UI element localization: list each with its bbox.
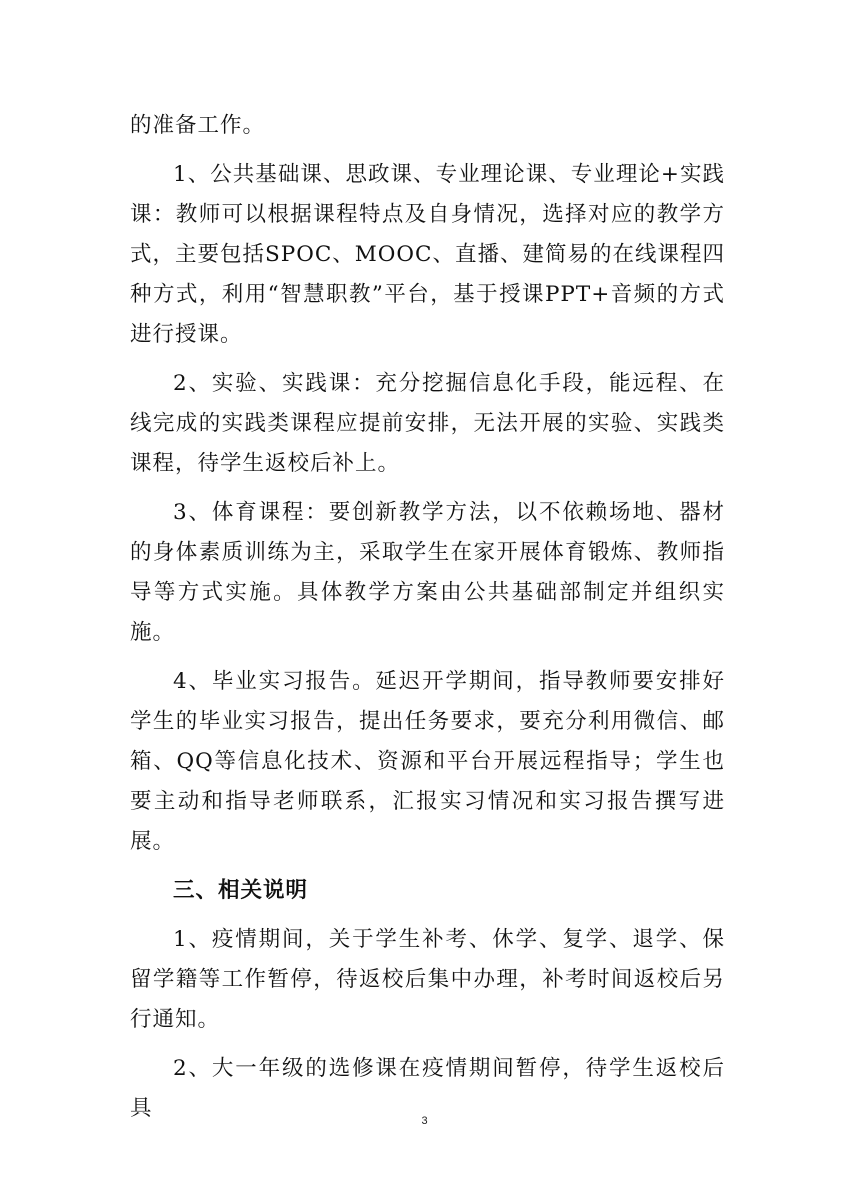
section-paragraph-2: 2、大一年级的选修课在疫情期间暂停，待学生返校后具 — [130, 1056, 725, 1121]
paragraph-item-1: 1、公共基础课、思政课、专业理论课、专业理论+实践课：教师可以根据课程特点及自身情况，选择对应的教学方式，主要包括SPOC、MOOC、直播、建简易的在线课程四种方式，利用“智慧职教”平台，基于授课PPT+音频的方式进行授课。 — [130, 162, 725, 347]
page-number: 3 — [421, 1115, 428, 1127]
paragraph-item-3: 3、体育课程：要创新教学方法，以不依赖场地、器材的身体素质训练为主，采取学生在家开展体育锻炼、教师指导等方式实施。具体教学方案由公共基础部制定并组织实施。 — [130, 500, 725, 645]
paragraph-item-2: 2、实验、实践课：充分挖掘信息化手段，能远程、在线完成的实践类课程应提前安排，无法开展的实验、实践类课程，待学生返校后补上。 — [130, 371, 725, 476]
section-heading: 三、相关说明 — [173, 878, 309, 903]
section-paragraph-1: 1、疫情期间，关于学生补考、休学、复学、退学、保留学籍等工作暂停，待返校后集中办理，补考时间返校后另行通知。 — [130, 927, 725, 1032]
paragraph-continuation: 的准备工作。 — [130, 113, 266, 138]
document-body — [130, 106, 725, 1138]
paragraph-item-4: 4、毕业实习报告。延迟开学期间，指导教师要安排好学生的毕业实习报告，提出任务要求，要充分利用微信、邮箱、QQ等信息化技术、资源和平台开展远程指导；学生也要主动和指导老师联系，汇报实习情况和实习报告撰写进展。 — [130, 669, 725, 854]
